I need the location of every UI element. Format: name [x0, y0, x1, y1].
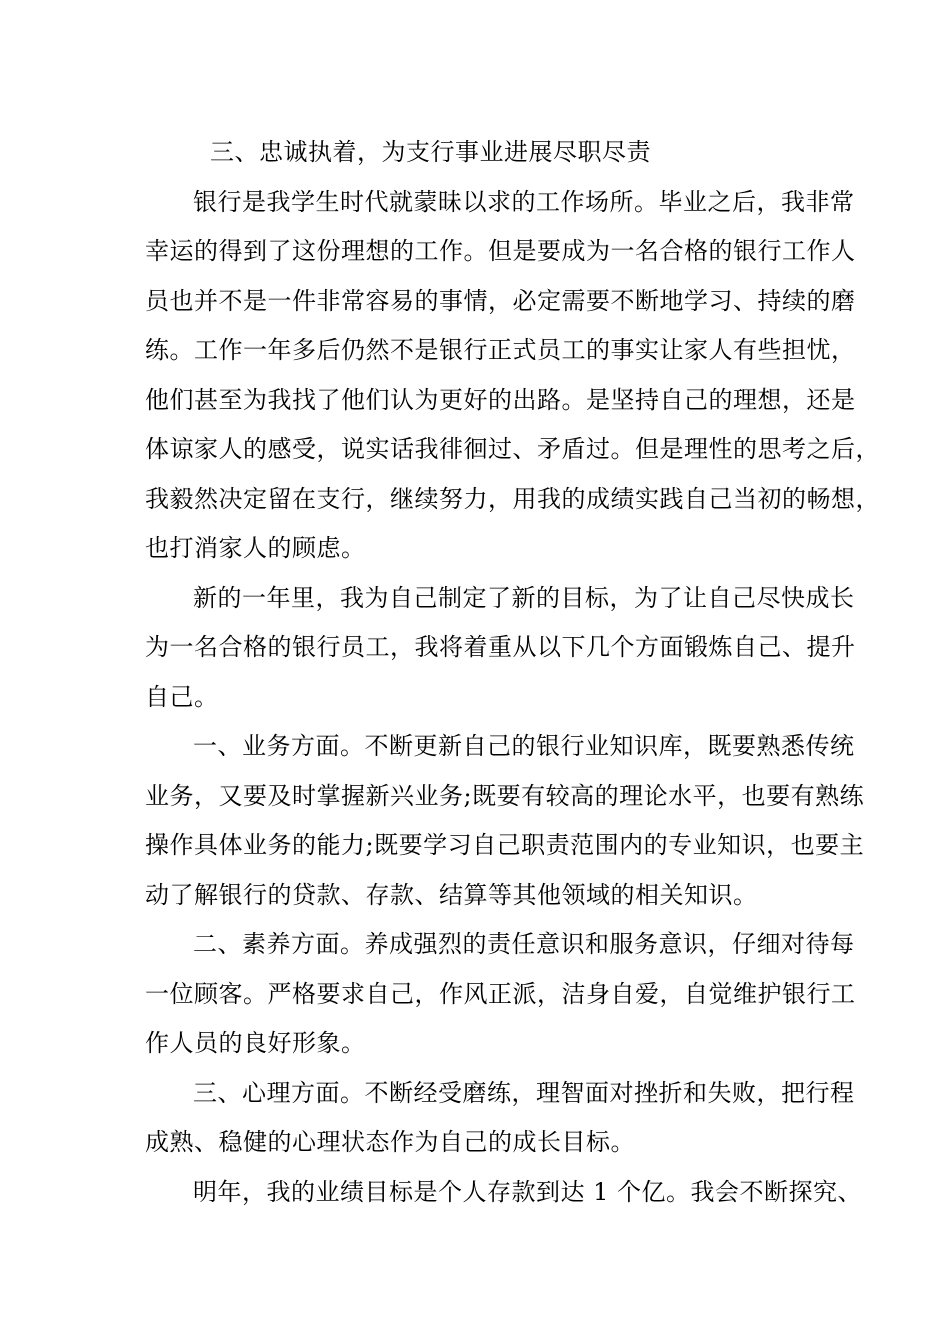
paragraph-line: 新的一年里，我为自己制定了新的目标，为了让自己尽快成长	[193, 584, 855, 612]
paragraph-line: 幸运的得到了这份理想的工作。但是要成为一名合格的银行工作人	[145, 237, 856, 265]
paragraph-line: 动了解银行的贷款、存款、结算等其他领域的相关知识。	[145, 881, 758, 909]
paragraph-line: 他们甚至为我找了他们认为更好的出路。是坚持自己的理想，还是	[145, 386, 856, 414]
section-heading: 三、忠诚执着，为支行事业进展尽职尽责	[210, 138, 651, 166]
paragraph-line: 一位顾客。严格要求自己，作风正派，洁身自爱，自觉维护银行工	[145, 980, 856, 1008]
paragraph-line: 操作具体业务的能力;既要学习自己职责范围内的专业知识，也要主	[145, 831, 865, 859]
paragraph-line: 体谅家人的感受，说实话我徘徊过、矛盾过。但是理性的思考之后，	[145, 435, 880, 463]
paragraph-line: 自己。	[145, 683, 219, 711]
paragraph-line: 员也并不是一件非常容易的事情，必定需要不断地学习、持续的磨	[145, 287, 856, 315]
paragraph-line: 一、业务方面。不断更新自己的银行业知识库，既要熟悉传统	[193, 732, 855, 760]
paragraph-line: 三、心理方面。不断经受磨练，理智面对挫折和失败，把行程	[193, 1079, 855, 1107]
paragraph-line: 成熟、稳健的心理状态作为自己的成长目标。	[145, 1128, 635, 1156]
paragraph-line: 银行是我学生时代就蒙昧以求的工作场所。毕业之后，我非常	[193, 188, 855, 216]
paragraph-line: 为一名合格的银行员工，我将着重从以下几个方面锻炼自己、提升	[145, 633, 856, 661]
paragraph-line: 我毅然决定留在支行，继续努力，用我的成绩实践自己当初的畅想，	[145, 485, 880, 513]
paragraph-line: 作人员的良好形象。	[145, 1029, 366, 1057]
paragraph-line: 练。工作一年多后仍然不是银行正式员工的事实让家人有些担忧，	[145, 336, 856, 364]
paragraph-line: 明年，我的业绩目标是个人存款到达 1 个亿。我会不断探究、	[193, 1178, 863, 1206]
paragraph-line: 二、素养方面。养成强烈的责任意识和服务意识，仔细对待每	[193, 930, 855, 958]
paragraph-line: 也打消家人的顾虑。	[145, 534, 366, 562]
paragraph-line: 业务，又要及时掌握新兴业务;既要有较高的理论水平，也要有熟练	[145, 782, 865, 810]
